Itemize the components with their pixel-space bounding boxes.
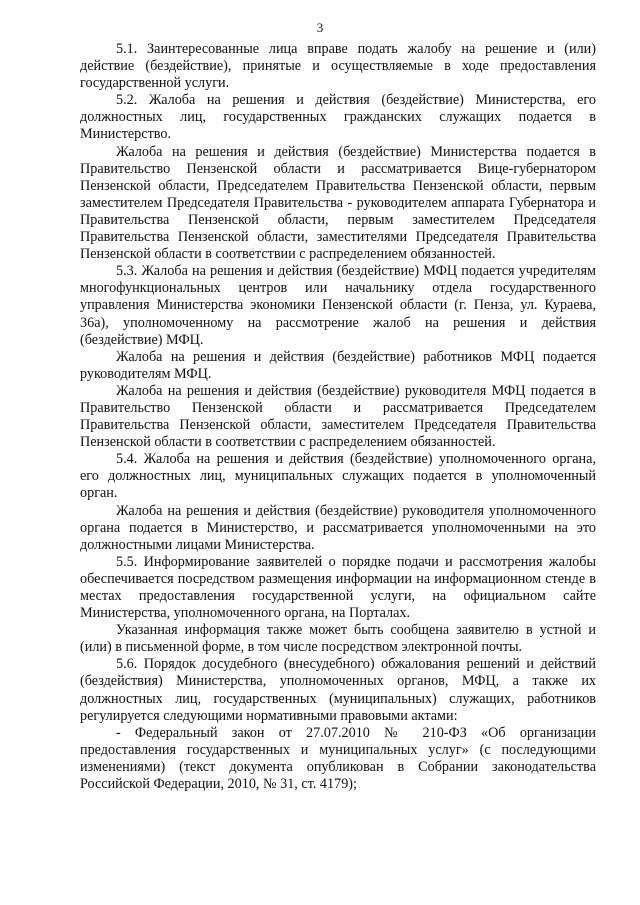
paragraph-5-5: 5.5. Информирование заявителей о порядке подачи и рассмотрения жалобы обеспечивается посредством размещения информации на информационном стенде в местах предоставления государственной услуги, на официальном сайте Министерства, уполномоченного органа, на Порталах.: [80, 553, 596, 622]
paragraph-federal-law: - Федеральный закон от 27.07.2010 № 210-ФЗ «Об организации предоставления государственных и муниципальных услуг» (с последующими изменениями) (текст документа опубликован в Собрании законодательства Российской Федерации, 2010, № 31, ст. 4179);: [80, 724, 596, 793]
paragraph-mfc-head-complaint: Жалоба на решения и действия (бездействие) руководителя МФЦ подается в Правительство Пензенской области и рассматривается Председателем Правительства Пензенской области, заместителем Председателя Правительства Пензенской области в соответствии с распределением обязанностей.: [80, 382, 596, 451]
paragraph-mfc-workers-complaint: Жалоба на решения и действия (бездействие) работников МФЦ подается руководителям МФЦ.: [80, 348, 596, 382]
page-number: 3: [316, 20, 324, 35]
document-body: [80, 41, 596, 793]
paragraph-info-channels: Указанная информация также может быть сообщена заявителю в устной и (или) в письменной форме, в том числе посредством электронной почты.: [80, 622, 596, 656]
paragraph-5-6: 5.6. Порядок досудебного (внесудебного) обжалования решений и действий (бездействия) Министерства, уполномоченных органов, МФЦ, а также их должностных лиц, государственных (муниципальных) служащих, работников регулируется следующими нормативными правовыми актами:: [80, 656, 596, 724]
paragraph-authority-head-complaint: Жалоба на решения и действия (бездействие) руководителя уполномоченного органа подается в Министерство, и рассматривается уполномоченными на это должностными лицами Министерства.: [80, 502, 596, 553]
paragraph-ministry-complaint: Жалоба на решения и действия (бездействие) Министерства подается в Правительство Пензенской области и рассматривается Вице-губернатором Пензенской области, Председателем Правительства Пензенской области, первым заместителем Председателя Правительства - руководителем аппарата Губернатора и Правительства Пензенской области, первым заместителем Председателя Правительства Пензенской области, заместителями Председателя Правительства Пензенской области в соответствии с распределением обязанностей.: [80, 143, 596, 263]
paragraph-5-4: 5.4. Жалоба на решения и действия (бездействие) уполномоченного органа, его должностных лиц, муниципальных служащих подается в уполномоченный орган.: [80, 451, 596, 502]
paragraph-5-1: 5.1. Заинтересованные лица вправе подать жалобу на решение и (или) действие (бездействие), принятые и осуществляемые в ходе предоставления государственной услуги.: [80, 41, 596, 92]
paragraph-5-2: 5.2. Жалоба на решения и действия (бездействие) Министерства, его должностных лиц, государственных гражданских служащих подается в Министерство.: [80, 92, 596, 143]
paragraph-5-3: 5.3. Жалоба на решения и действия (бездействие) МФЦ подается учредителям многофункциональных центров или начальнику отдела государственного управления Министерства экономики Пензенской области (г. Пенза, ул. Кураева, 36а), уполномоченному на рассмотрение жалоб на решения и действия (бездействие) МФЦ.: [80, 263, 596, 348]
